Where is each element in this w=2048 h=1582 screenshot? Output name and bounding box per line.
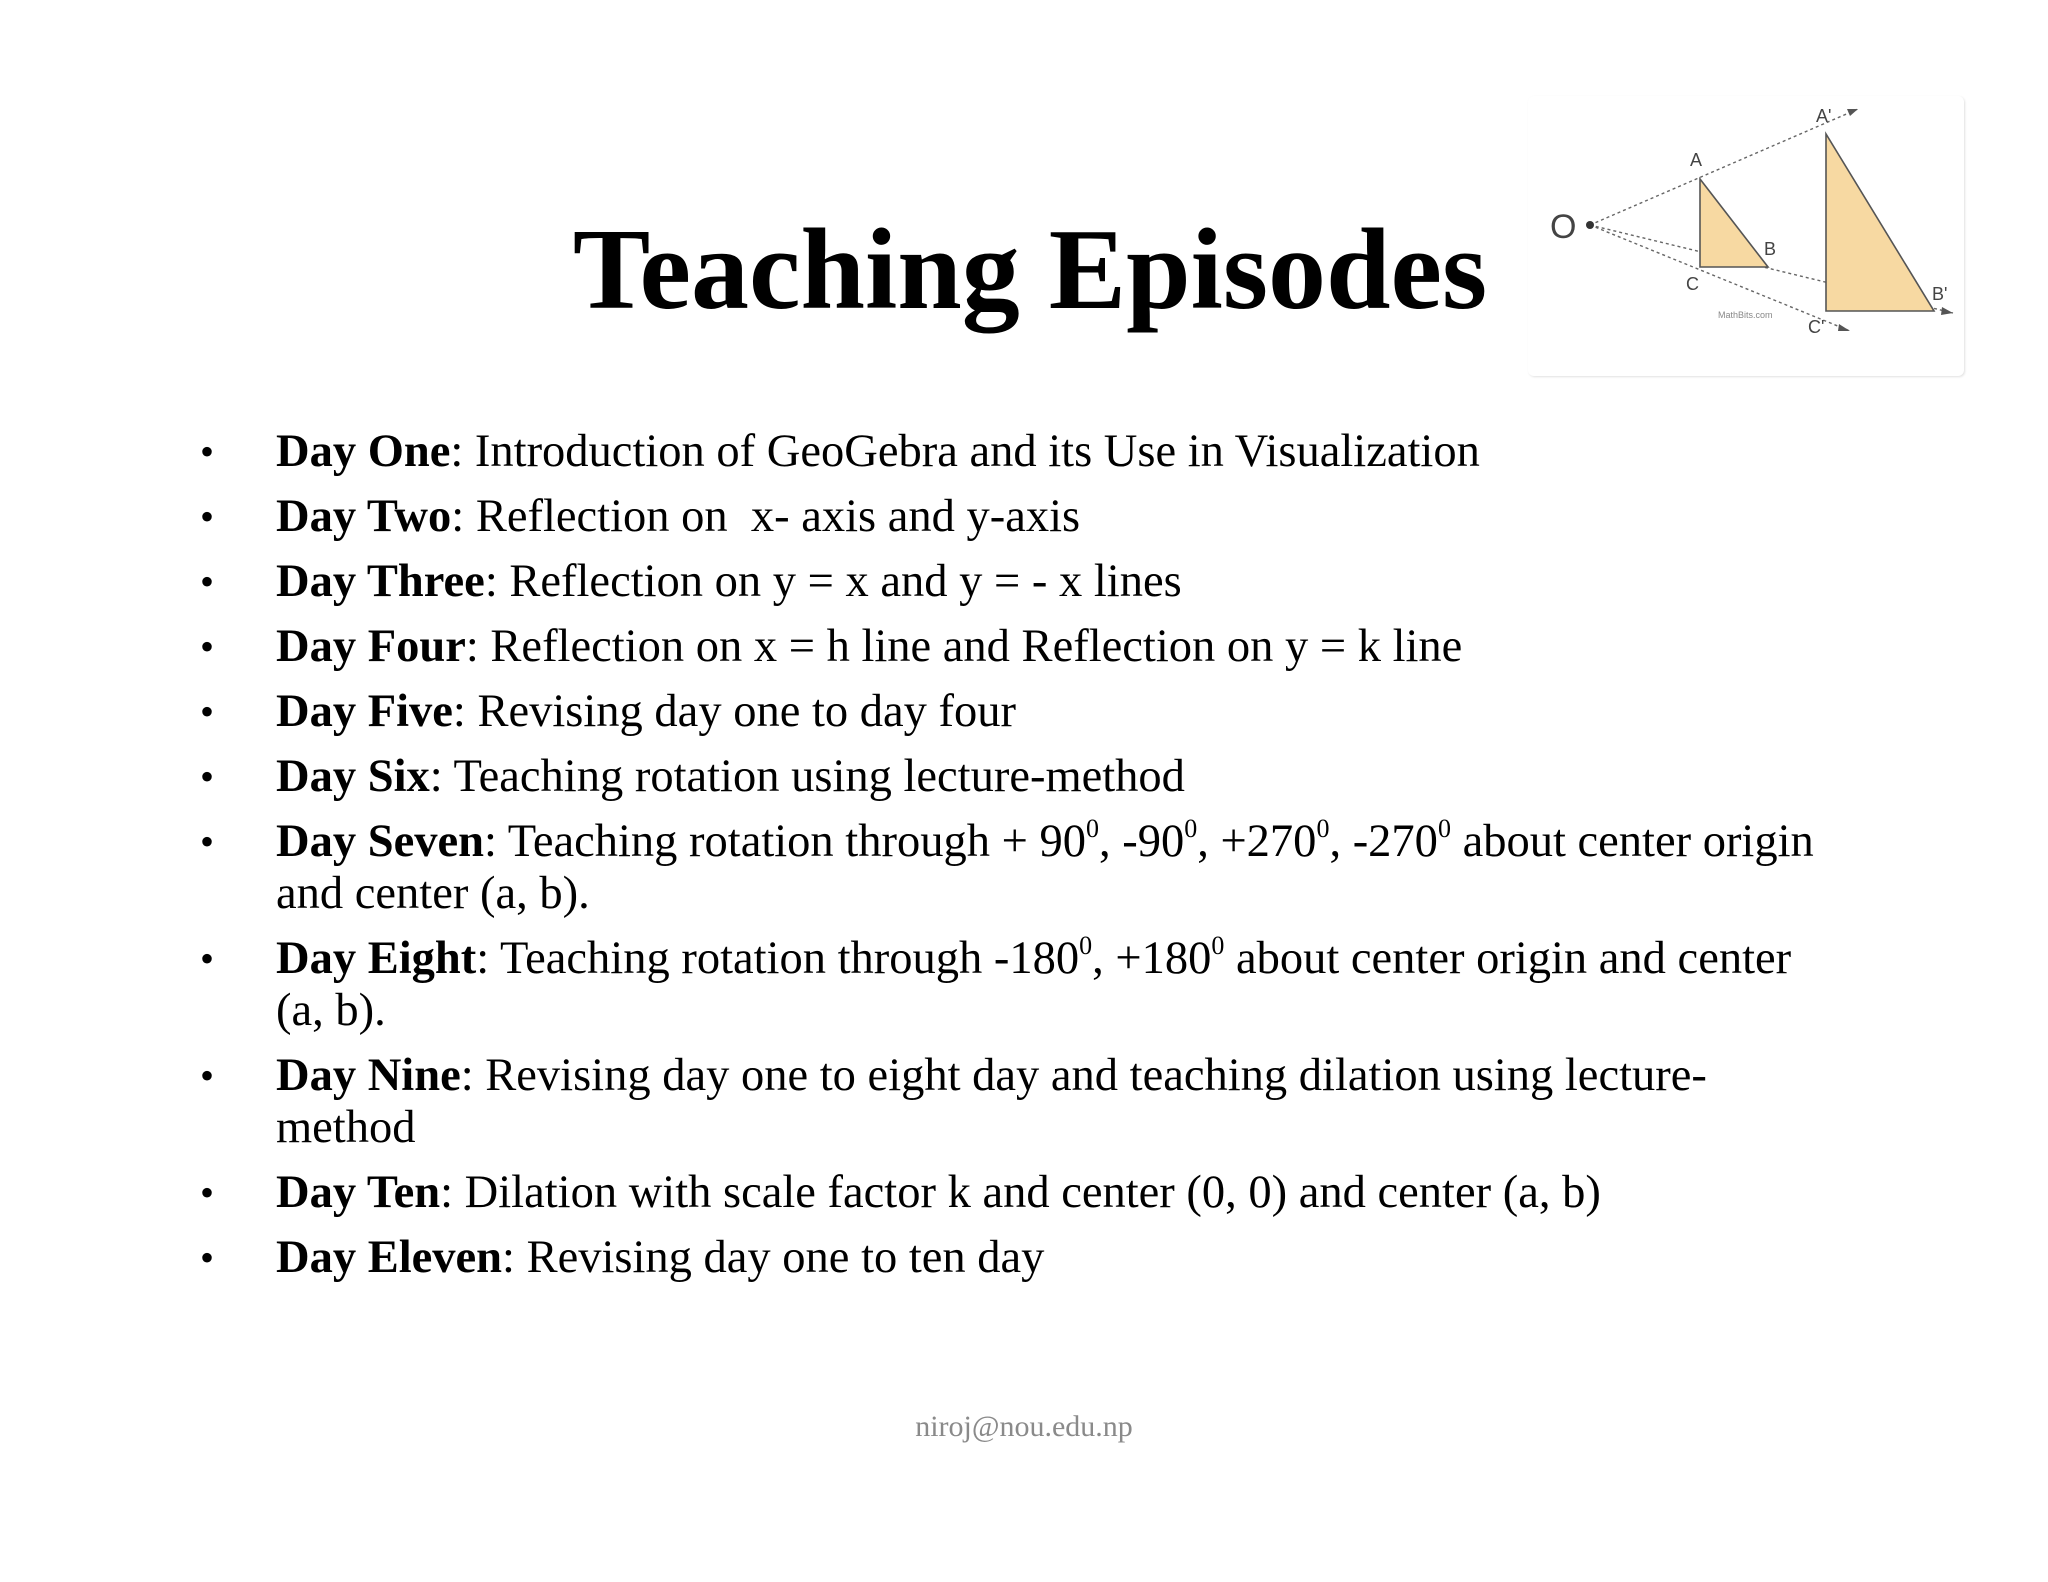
degree-superscript: 0 xyxy=(1079,931,1093,960)
separator: : xyxy=(483,816,508,867)
episode-text: Teaching rotation using lecture-method xyxy=(453,751,1185,802)
degree-superscript: 0 xyxy=(1437,814,1451,843)
triangle-abc-prime xyxy=(1826,134,1934,311)
day-label: Day Nine xyxy=(276,1050,461,1101)
separator: : xyxy=(484,556,510,607)
episode-text: Reflection on x- axis and y-axis xyxy=(475,491,1081,542)
list-item xyxy=(200,686,1820,738)
list-item xyxy=(200,491,1820,543)
day-label: Day Seven xyxy=(276,816,484,867)
bullet-icon: • xyxy=(200,936,215,981)
day-label: Day Five xyxy=(276,686,453,737)
separator: : xyxy=(460,1050,486,1101)
bullet-icon: • xyxy=(200,1053,215,1098)
day-label: Day Three xyxy=(276,556,485,607)
episode-text: about center origin and center (a, b). xyxy=(276,816,1814,919)
episode-text: , +180 xyxy=(1092,933,1212,984)
day-label: Day Ten xyxy=(276,1167,441,1218)
degree-superscript: 0 xyxy=(1085,814,1099,843)
arrowhead-c xyxy=(1838,324,1850,331)
label-a: A xyxy=(1690,150,1703,170)
bullet-icon: • xyxy=(200,819,215,864)
day-label: Day Eleven xyxy=(276,1232,503,1283)
day-label: Day Six xyxy=(276,751,430,802)
dilation-diagram xyxy=(1528,96,1964,376)
bullet-icon: • xyxy=(200,494,215,539)
list-item xyxy=(200,556,1820,608)
list-item xyxy=(200,933,1820,1037)
watermark-text: MathBits.com xyxy=(1718,310,1773,320)
footer-email: niroj@nou.edu.np xyxy=(915,1410,1133,1443)
bullet-icon: • xyxy=(200,429,215,474)
episode-text: Reflection on x = h line and Reflection on y = k line xyxy=(490,621,1463,672)
episode-list xyxy=(200,426,1820,1297)
day-label: Day Two xyxy=(276,491,452,542)
arrowhead-b xyxy=(1941,307,1953,315)
episode-text: Revising day one to eight day and teaching dilation using lecture-method xyxy=(276,1050,1707,1153)
degree-superscript: 0 xyxy=(1211,931,1225,960)
ray-oa xyxy=(1590,109,1858,225)
bullet-icon: • xyxy=(200,624,215,669)
separator: : xyxy=(440,1167,465,1218)
separator: : xyxy=(451,491,476,542)
episode-text: , -90 xyxy=(1098,816,1185,867)
dilation-figure xyxy=(1528,96,1964,376)
triangle-abc xyxy=(1700,179,1768,267)
bullet-icon: • xyxy=(200,559,215,604)
list-item xyxy=(200,621,1820,673)
list-item xyxy=(200,1050,1820,1154)
center-point-o xyxy=(1586,221,1594,229)
day-label: Day Eight xyxy=(276,933,477,984)
separator: : xyxy=(476,933,500,984)
degree-superscript: 0 xyxy=(1316,814,1330,843)
bullet-icon: • xyxy=(200,1235,215,1280)
episode-text: Dilation with scale factor k and center (0, 0) and center (a, b) xyxy=(464,1167,1601,1218)
separator: : xyxy=(450,426,475,477)
label-c-prime: C' xyxy=(1808,317,1825,337)
day-label: Day Four xyxy=(276,621,466,672)
episode-text: about center origin and center (a, b). xyxy=(276,933,1792,1036)
list-item xyxy=(200,1232,1820,1284)
separator: : xyxy=(502,1232,527,1283)
episode-text: Reflection on y = x and y = - x lines xyxy=(509,556,1182,607)
list-item xyxy=(200,1167,1820,1219)
episode-text: , +270 xyxy=(1197,816,1317,867)
degree-superscript: 0 xyxy=(1184,814,1198,843)
episode-text: , -270 xyxy=(1329,816,1438,867)
episode-text: Teaching rotation through -180 xyxy=(499,933,1080,984)
episode-text: Introduction of GeoGebra and its Use in Visualization xyxy=(474,426,1480,477)
label-b-prime: B' xyxy=(1932,284,1948,304)
label-o: O xyxy=(1550,208,1577,246)
slide-title: Teaching Episodes xyxy=(572,206,1488,334)
bullet-icon: • xyxy=(200,689,215,734)
bullet-icon: • xyxy=(200,754,215,799)
bullet-icon: • xyxy=(200,1170,215,1215)
arrowhead-a xyxy=(1847,109,1858,116)
episode-text: Revising day one to day four xyxy=(477,686,1016,737)
episode-text: Teaching rotation through + 90 xyxy=(507,816,1086,867)
label-c: C xyxy=(1686,274,1699,294)
separator: : xyxy=(452,686,478,737)
list-item xyxy=(200,751,1820,803)
separator: : xyxy=(465,621,491,672)
label-b: B xyxy=(1764,239,1777,259)
list-item xyxy=(200,816,1820,920)
separator: : xyxy=(429,751,454,802)
day-label: Day One xyxy=(276,426,451,477)
episode-text: Revising day one to ten day xyxy=(526,1232,1045,1283)
list-item xyxy=(200,426,1820,478)
label-a-prime: A' xyxy=(1816,106,1832,126)
